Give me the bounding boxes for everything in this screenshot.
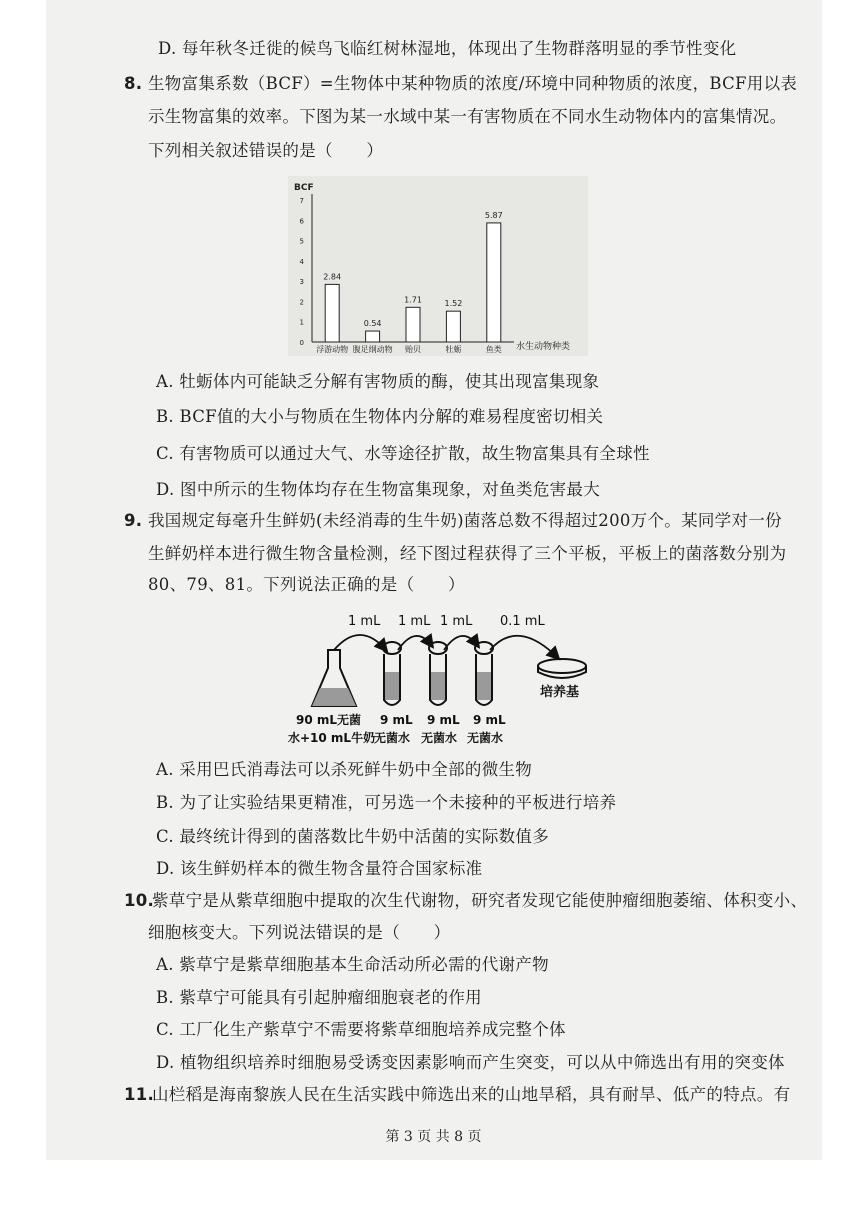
q10-option-a: A. 紫草宁是紫草细胞基本生命活动所必需的代谢产物	[156, 955, 549, 974]
q8-stem-line-3: 下列相关叙述错误的是（ ）	[148, 141, 384, 160]
y-tick-label: 5	[299, 237, 304, 246]
transfer-label-3: 1 mL	[440, 614, 473, 629]
bar-4	[487, 223, 501, 342]
q9-option-b: B. 为了让实验结果更精准，可另选一个未接种的平板进行培养	[156, 793, 617, 812]
q9-number: 9.	[124, 511, 143, 530]
y-tick-label: 1	[299, 318, 304, 327]
y-axis-label: BCF	[294, 183, 314, 193]
bar-value-label: 5.87	[484, 210, 503, 220]
q10-number: 10.	[124, 891, 155, 910]
page-footer	[0, 1126, 867, 1146]
transfer-arrow-2	[398, 636, 432, 650]
q8-number: 8.	[124, 74, 143, 93]
flask-label-line1: 90 mL无菌	[296, 713, 362, 727]
tube3-label-line1: 9 mL	[473, 713, 506, 727]
page-number-label: 第 3 页 共 8 页	[385, 1129, 482, 1145]
q11-number: 11.	[124, 1085, 155, 1104]
q8-option-b: B. BCF值的大小与物质在生物体内分解的难易程度密切相关	[156, 407, 604, 426]
tube2-label-line1: 9 mL	[427, 713, 460, 727]
q9-option-d: D. 该生鲜奶样本的微生物含量符合国家标准	[156, 859, 483, 878]
plate-label: 培养基	[540, 685, 580, 700]
bar-3	[446, 311, 460, 342]
bar-value-label: 1.71	[404, 295, 422, 305]
test-tube-3	[475, 642, 493, 705]
y-tick-label: 4	[299, 257, 304, 266]
q10-option-d: D. 植物组织培养时细胞易受诱变因素影响而产生突变，可以从中筛选出有用的突变体	[156, 1053, 785, 1072]
q10-option-c: C. 工厂化生产紫草宁不需要将紫草细胞培养成完整个体	[156, 1020, 566, 1039]
transfer-label-1: 1 mL	[348, 614, 381, 629]
bar-1	[366, 331, 380, 342]
flask-label-line2: 水+10 mL牛奶	[288, 731, 376, 745]
y-tick-label: 2	[299, 298, 304, 307]
category-label: 浮游动物	[316, 345, 349, 354]
petri-dish	[538, 659, 586, 678]
tube2-label-line2: 无菌水	[421, 731, 458, 745]
q10-option-b: B. 紫草宁可能具有引起肿瘤细胞衰老的作用	[156, 988, 482, 1007]
y-tick-label: 3	[299, 278, 304, 287]
transfer-label-2: 1 mL	[398, 614, 431, 629]
transfer-label-4: 0.1 mL	[500, 614, 545, 629]
bar-2	[406, 307, 420, 342]
category-label: 牡蛎	[445, 345, 462, 354]
bar-0	[325, 284, 339, 342]
bar-value-label: 0.54	[363, 319, 382, 329]
bcf-bar-chart	[288, 176, 588, 356]
q9-stem-line-3: 80、79、81。下列说法正确的是（ ）	[148, 575, 465, 594]
category-label: 腹足纲动物	[352, 345, 393, 354]
y-tick-label: 7	[299, 197, 304, 205]
category-label: 鱼类	[485, 345, 502, 354]
q8-stem-line-2: 示生物富集的效率。下图为某一水域中某一有害物质在不同水生动物体内的富集情况。	[148, 107, 787, 126]
erlenmeyer-flask	[312, 650, 356, 706]
x-axis-label: 水生动物种类	[516, 342, 571, 352]
tube3-label-line2: 无菌水	[467, 731, 504, 745]
q7-option-d: D. 每年秋冬迁徙的候鸟飞临红树林湿地，体现出了生物群落明显的季节性变化	[158, 39, 737, 58]
bar-value-label: 2.84	[323, 272, 342, 282]
tube1-label-line1: 9 mL	[380, 713, 413, 727]
q8-option-c: C. 有害物质可以通过大气、水等途径扩散，故生物富集具有全球性	[156, 444, 650, 463]
q10-stem-line-1: 紫草宁是从紫草细胞中提取的次生代谢物，研究者发现它能使肿瘤细胞萎缩、体积变小、	[152, 891, 808, 910]
q8-option-a: A. 牡蛎体内可能缺乏分解有害物质的酶，使其出现富集现象	[156, 372, 600, 391]
q9-option-a: A. 采用巴氏消毒法可以杀死鲜牛奶中全部的微生物	[156, 760, 533, 779]
dilution-diagram	[288, 606, 600, 748]
transfer-arrow-1	[334, 635, 386, 650]
test-tube-2	[429, 642, 447, 705]
q9-stem-line-2: 生鲜奶样本进行微生物含量检测，经下图过程获得了三个平板，平板上的菌落数分别为	[148, 544, 787, 563]
y-tick-label: 0	[299, 339, 304, 347]
tube1-label-line2: 无菌水	[374, 731, 411, 745]
test-tube-1	[383, 642, 401, 705]
q9-stem-line-1: 我国规定每毫升生鲜奶(未经消毒的生牛奶)菌落总数不得超过200万个。某同学对一份	[148, 511, 782, 530]
category-label: 贻贝	[405, 345, 421, 354]
y-tick-label: 6	[299, 217, 304, 226]
q9-option-c: C. 最终统计得到的菌落数比牛奶中活菌的实际数值多	[156, 827, 550, 846]
transfer-arrow-4	[490, 636, 558, 658]
q11-stem-line-1: 山栏稻是海南黎族人民在生活实践中筛选出来的山地旱稻，具有耐旱、低产的特点。有	[152, 1085, 791, 1104]
q8-option-d: D. 图中所示的生物体均存在生物富集现象，对鱼类危害最大	[156, 480, 601, 499]
q10-stem-line-2: 细胞核变大。下列说法错误的是（ ）	[148, 923, 451, 942]
bar-value-label: 1.52	[444, 299, 463, 309]
q8-stem-line-1: 生物富集系数（BCF）=生物体中某种物质的浓度/环境中同种物质的浓度，BCF用以表	[148, 74, 798, 93]
transfer-arrow-3	[444, 636, 478, 650]
